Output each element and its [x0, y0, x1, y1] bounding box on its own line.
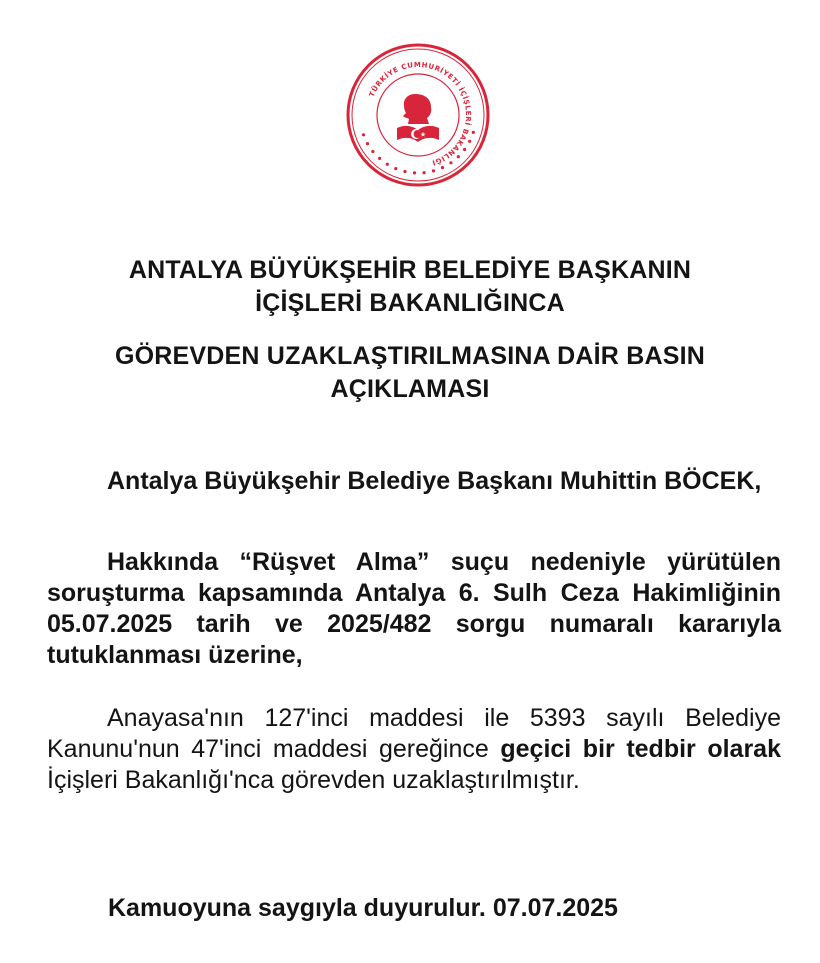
title-line-4: AÇIKLAMASI	[330, 375, 490, 403]
paragraph-decision-bold: geçici bir tedbir olarak	[500, 735, 781, 763]
paragraph-decision-text-2: İçişleri Bakanlığı'nca görevden uzaklaştırılmıştır.	[47, 766, 580, 794]
closing-statement: Kamuoyuna saygıyla duyurulur. 07.07.2025	[108, 894, 618, 922]
paragraph-decision	[47, 703, 781, 796]
paragraph-subject	[47, 466, 781, 497]
press-release-title-bottom	[40, 340, 780, 406]
ministry-seal-logo	[345, 42, 491, 188]
seal-ring-text: TÜRKİYE CUMHURİYETİ İÇİŞLERİ BAKANLIĞI	[367, 60, 473, 167]
title-line-2: İÇİŞLERİ BAKANLIĞINCA	[255, 289, 565, 317]
paragraph-decision-text-1: Anayasa'nın 127'inci maddesi ile 5393 sayılı Belediye Kanunu'nun 47'inci maddesi gereğince	[47, 704, 781, 763]
paragraph-subject-text: Antalya Büyükşehir Belediye Başkanı Muhittin BÖCEK,	[107, 467, 762, 495]
title-line-3: GÖREVDEN UZAKLAŞTIRILMASINA DAİR BASIN	[114, 342, 705, 370]
title-line-1: ANTALYA BÜYÜKŞEHİR BELEDİYE BAŞKANIN	[128, 256, 692, 284]
press-release-title-top	[40, 254, 780, 320]
paragraph-reason	[47, 547, 781, 671]
paragraph-reason-text: Hakkında “Rüşvet Alma” suçu nedeniyle yürütülen soruşturma kapsamında Antalya 6. Sulh Ceza Hakimliğinin 05.07.2025 tarih ve 2025/482 sorgu numaralı kararıyla tutuklanması üzerine,	[47, 548, 781, 669]
